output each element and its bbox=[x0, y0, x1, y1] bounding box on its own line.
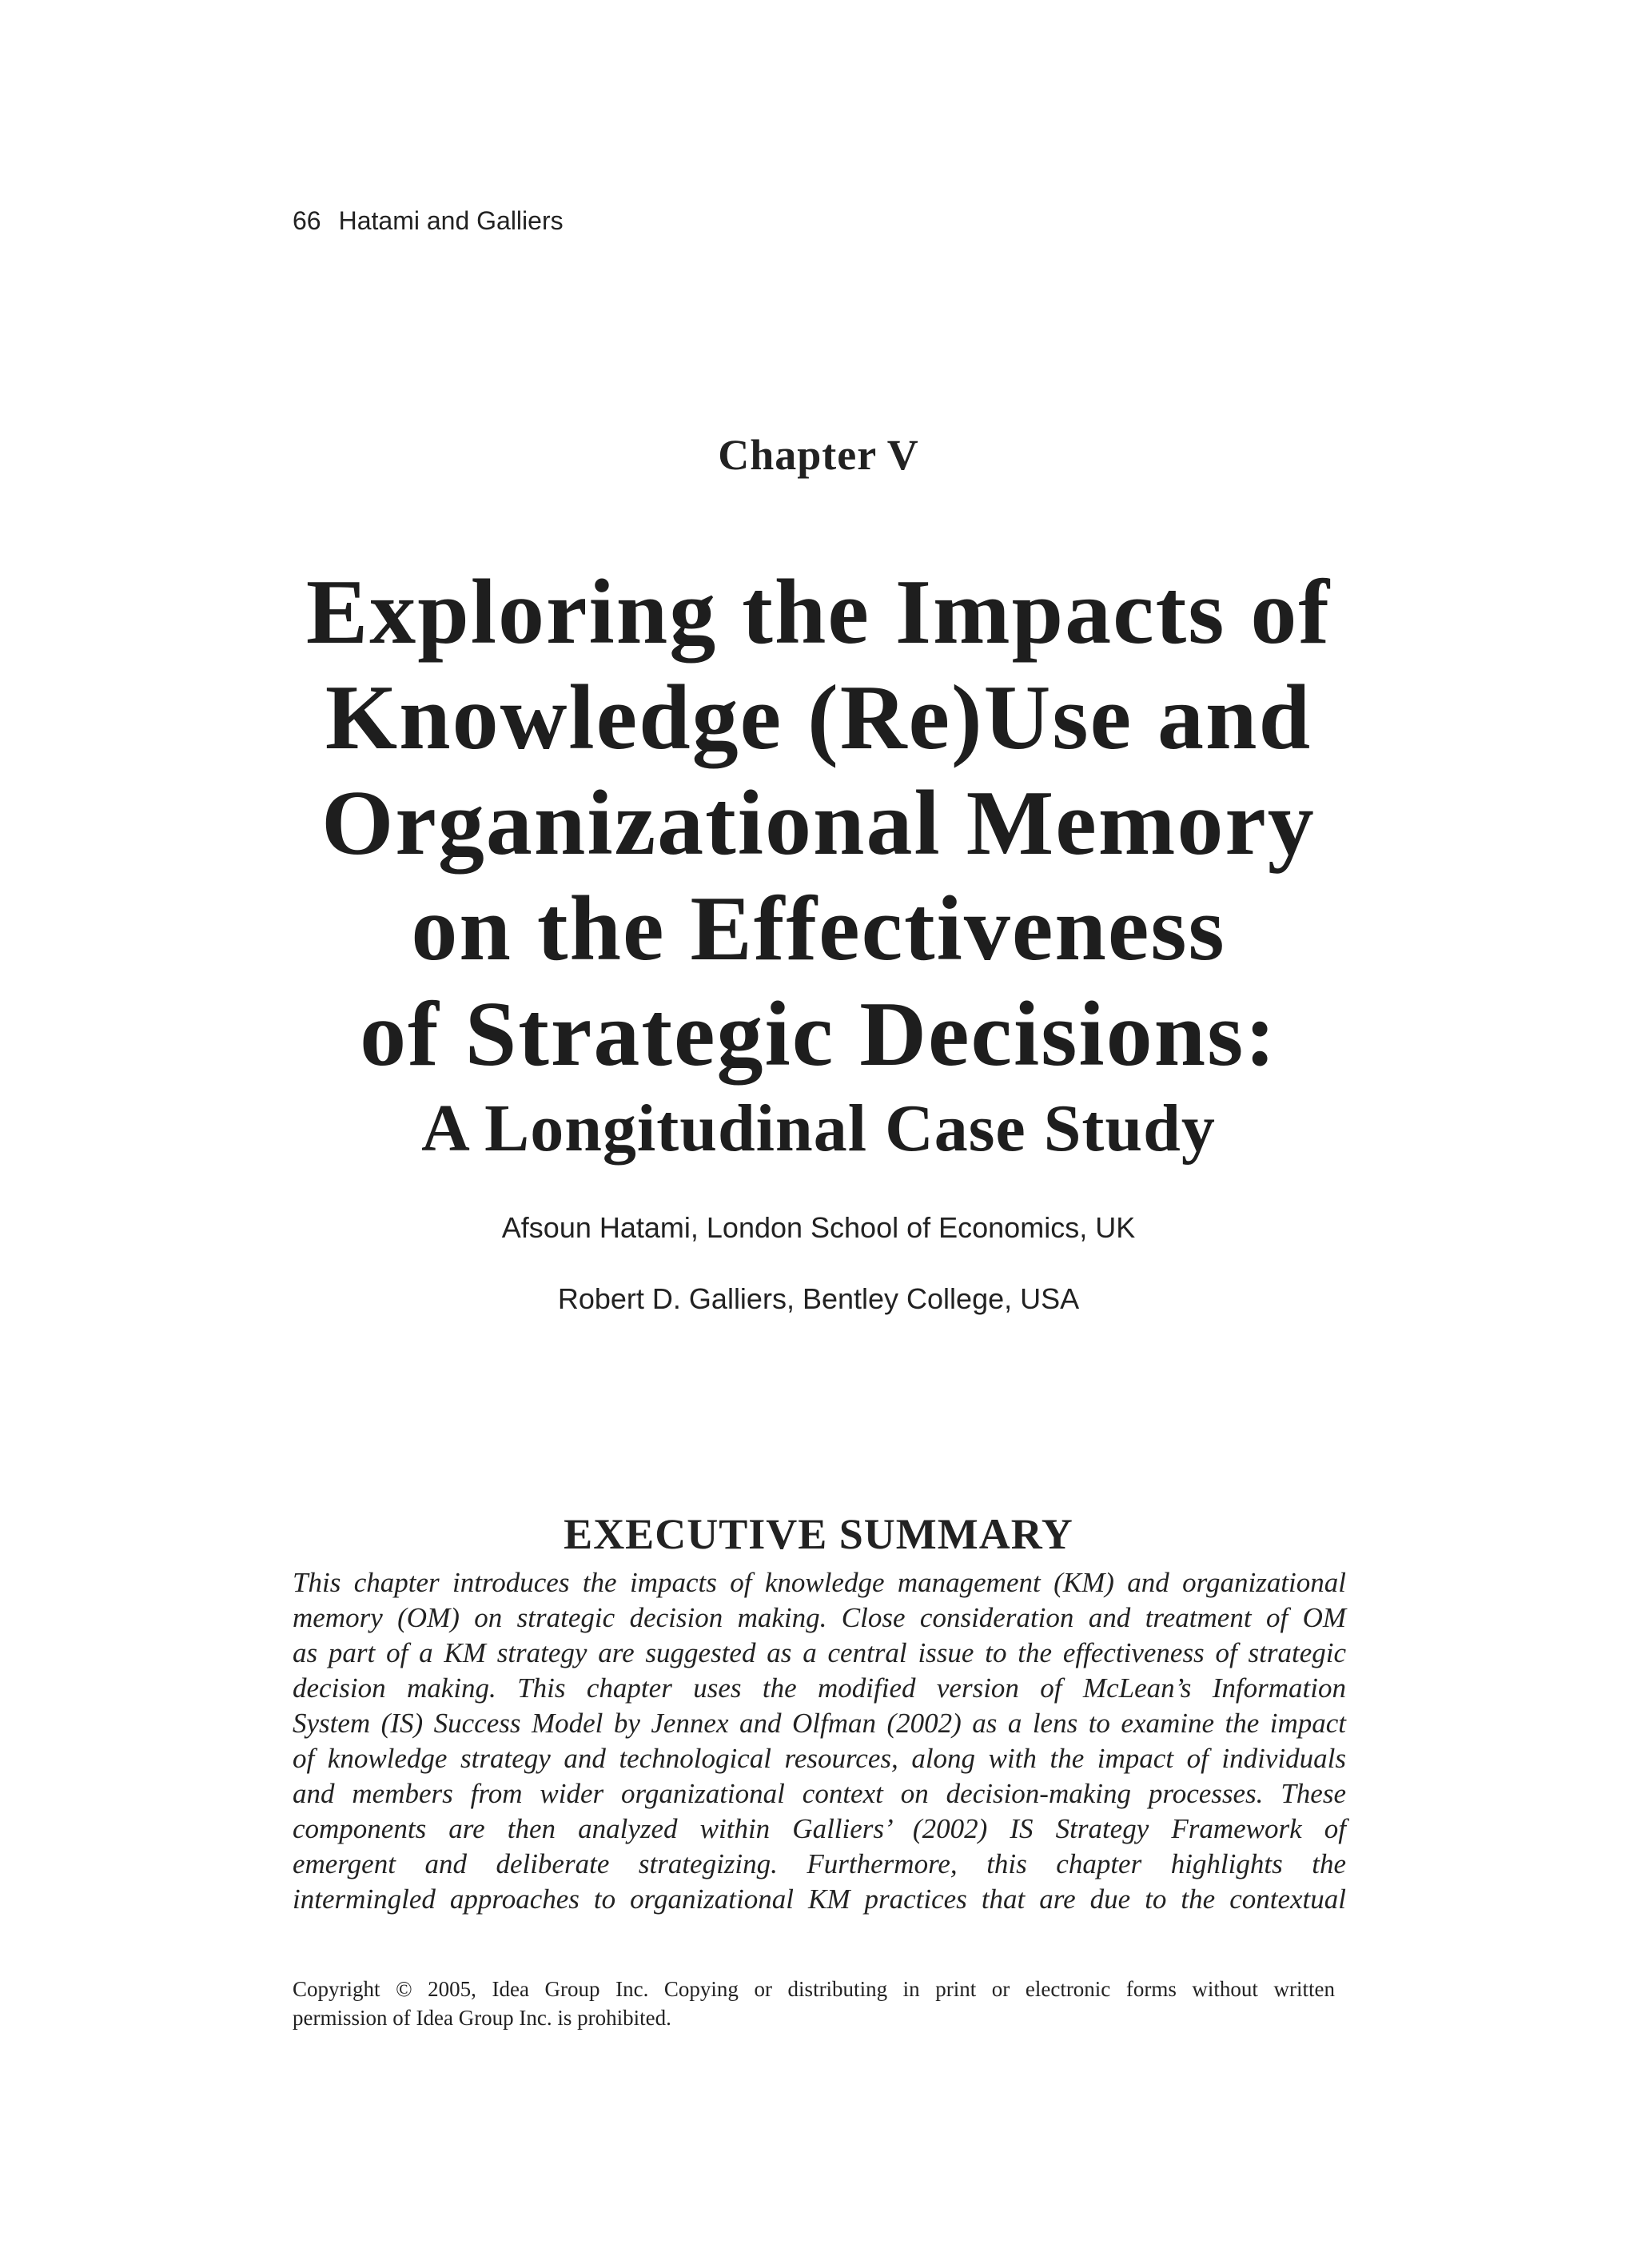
chapter-subtitle: A Longitudinal Case Study bbox=[421, 1091, 1216, 1166]
page-number: 66 bbox=[293, 206, 321, 235]
summary-line: and members from wider organizational context on decision-making processes. These bbox=[293, 1778, 1346, 1809]
chapter-title bbox=[0, 560, 1637, 1087]
running-head-authors: Hatami and Galliers bbox=[338, 206, 564, 235]
copyright-line: Copyright © 2005, Idea Group Inc. Copying or distributing in print or electronic forms without written bbox=[293, 1977, 1335, 2001]
title-line: on the Effectiveness bbox=[411, 878, 1226, 980]
summary-line: decision making. This chapter uses the modified version of McLean’s Information bbox=[293, 1672, 1346, 1704]
summary-line: components are then analyzed within Galliers’ (2002) IS Strategy Framework of bbox=[293, 1813, 1346, 1844]
running-header bbox=[293, 206, 564, 236]
copyright-notice bbox=[293, 1975, 1335, 2032]
summary-line: memory (OM) on strategic decision making. Close consideration and treatment of OM bbox=[293, 1602, 1346, 1633]
chapter-label: Chapter V bbox=[718, 431, 919, 479]
summary-line: System (IS) Success Model by Jennex and Olfman (2002) as a lens to examine the impact bbox=[293, 1708, 1346, 1739]
section-heading-executive-summary: EXECUTIVE SUMMARY bbox=[564, 1510, 1073, 1558]
title-line: of Strategic Decisions: bbox=[360, 983, 1277, 1086]
title-line: Exploring the Impacts of bbox=[305, 561, 1332, 664]
summary-line: intermingled approaches to organizational KM practices that are due to the contextual bbox=[293, 1883, 1346, 1915]
summary-line: emergent and deliberate strategizing. Furthermore, this chapter highlights the bbox=[293, 1848, 1346, 1879]
author-affiliation: Robert D. Galliers, Bentley College, USA bbox=[557, 1282, 1080, 1315]
summary-line: as part of a KM strategy are suggested as a central issue to the effectiveness of strategic bbox=[293, 1637, 1346, 1668]
title-line: Knowledge (Re)Use and bbox=[325, 667, 1312, 769]
summary-line: This chapter introduces the impacts of knowledge management (KM) and organizational bbox=[293, 1567, 1346, 1598]
title-line: Organizational Memory bbox=[321, 772, 1316, 875]
copyright-line: permission of Idea Group Inc. is prohibited. bbox=[293, 2006, 671, 2030]
summary-line: of knowledge strategy and technological resources, along with the impact of individuals bbox=[293, 1743, 1346, 1774]
author-affiliation: Afsoun Hatami, London School of Economics, UK bbox=[501, 1211, 1136, 1244]
executive-summary-body bbox=[293, 1565, 1346, 1917]
